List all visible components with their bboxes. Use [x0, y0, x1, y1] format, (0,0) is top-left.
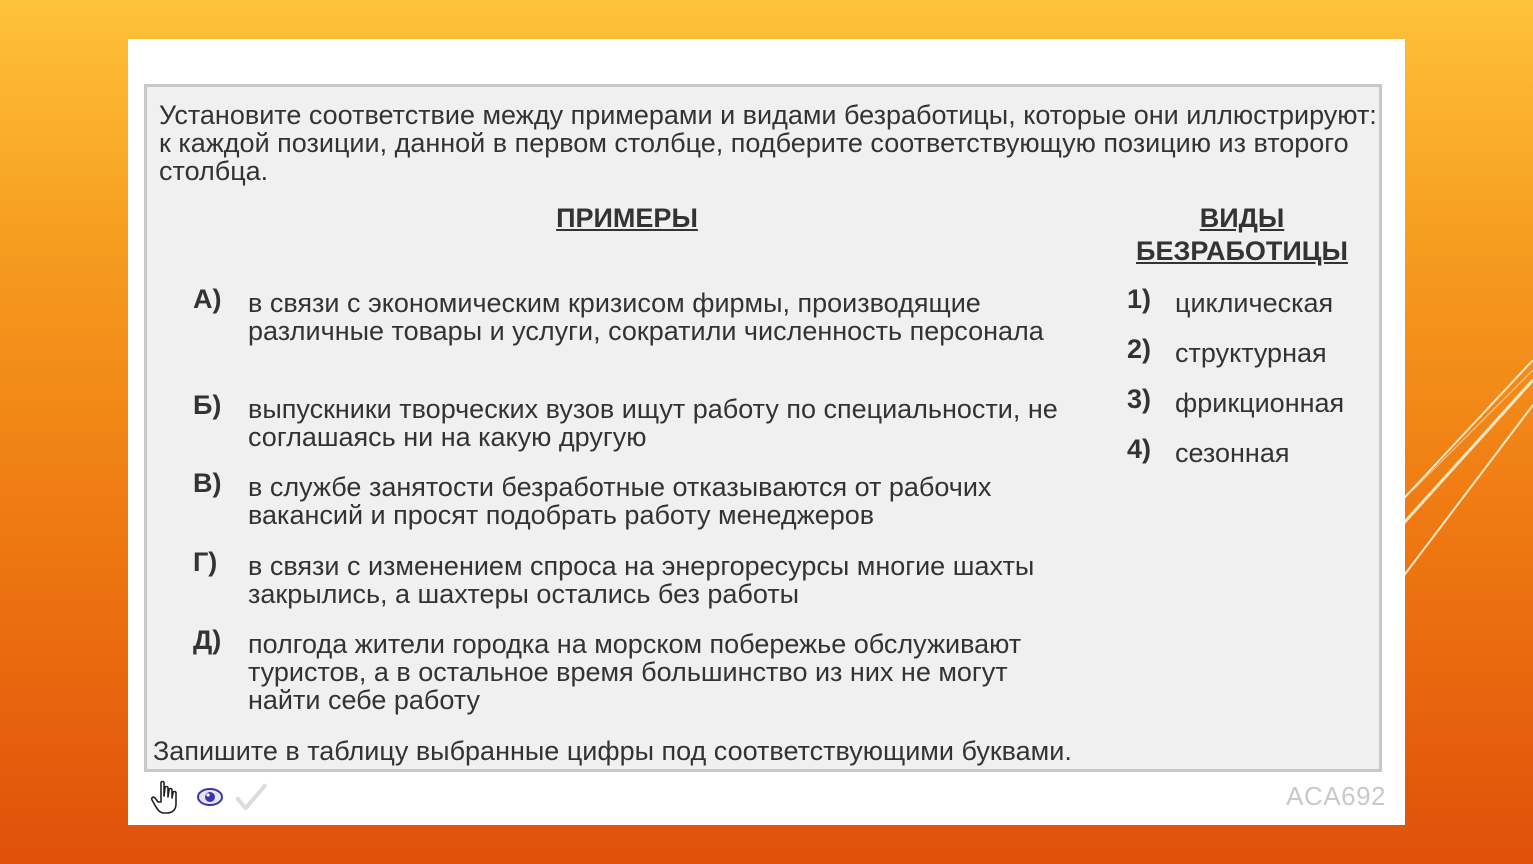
example-text: полгода жители городка на морском побережье обслуживают туристов, а в остальное время большинство из них не могут найти себе работу	[248, 629, 1022, 715]
example-text: в связи с экономическим кризисом фирмы, производящие различные товары и услуги, сократили численность персонала	[248, 288, 1044, 346]
type-number: 4)	[1127, 434, 1152, 464]
examples-header: ПРИМЕРЫ	[556, 203, 698, 233]
type-name: фрикционная	[1175, 388, 1345, 418]
instruction-text: Запишите в таблицу выбранные цифры под соответствующими буквами.	[153, 736, 1072, 766]
example-letter: Б)	[193, 390, 222, 420]
eye-icon[interactable]	[194, 779, 226, 815]
decorative-lines	[1393, 360, 1533, 600]
example-text: в службе занятости безработные отказываются от рабочих вакансий и просят подобрать работу менеджеров	[248, 472, 992, 530]
task-panel	[144, 84, 1382, 772]
checkmark-icon[interactable]	[236, 779, 268, 815]
type-name: циклическая	[1175, 288, 1334, 318]
example-letter: А)	[193, 284, 222, 314]
type-number: 1)	[1127, 284, 1152, 314]
hand-pointer-icon[interactable]	[150, 779, 182, 815]
task-intro: Установите соответствие между примерами и видами безработицы, которые они иллюстрируют: к каждой позиции, данной в первом столбце, подберите соответствующую позицию из второго столбца.	[159, 100, 1377, 186]
example-text: в связи с изменением спроса на энергоресурсы многие шахты закрылись, а шахтеры остались без работы	[248, 551, 1035, 609]
example-text: выпускники творческих вузов ищут работу по специальности, не соглашаясь ни на какую другую	[248, 394, 1058, 452]
type-name: структурная	[1175, 338, 1327, 368]
slide-card	[128, 39, 1405, 825]
type-number: 3)	[1127, 384, 1152, 414]
types-header: ВИДЫ БЕЗРАБОТИЦЫ	[1136, 203, 1348, 266]
type-number: 2)	[1127, 334, 1152, 364]
example-letter: Г)	[193, 547, 218, 577]
task-code: ACA692	[1286, 781, 1386, 811]
type-name: сезонная	[1175, 438, 1290, 468]
example-letter: В)	[193, 468, 222, 498]
example-letter: Д)	[193, 625, 222, 655]
